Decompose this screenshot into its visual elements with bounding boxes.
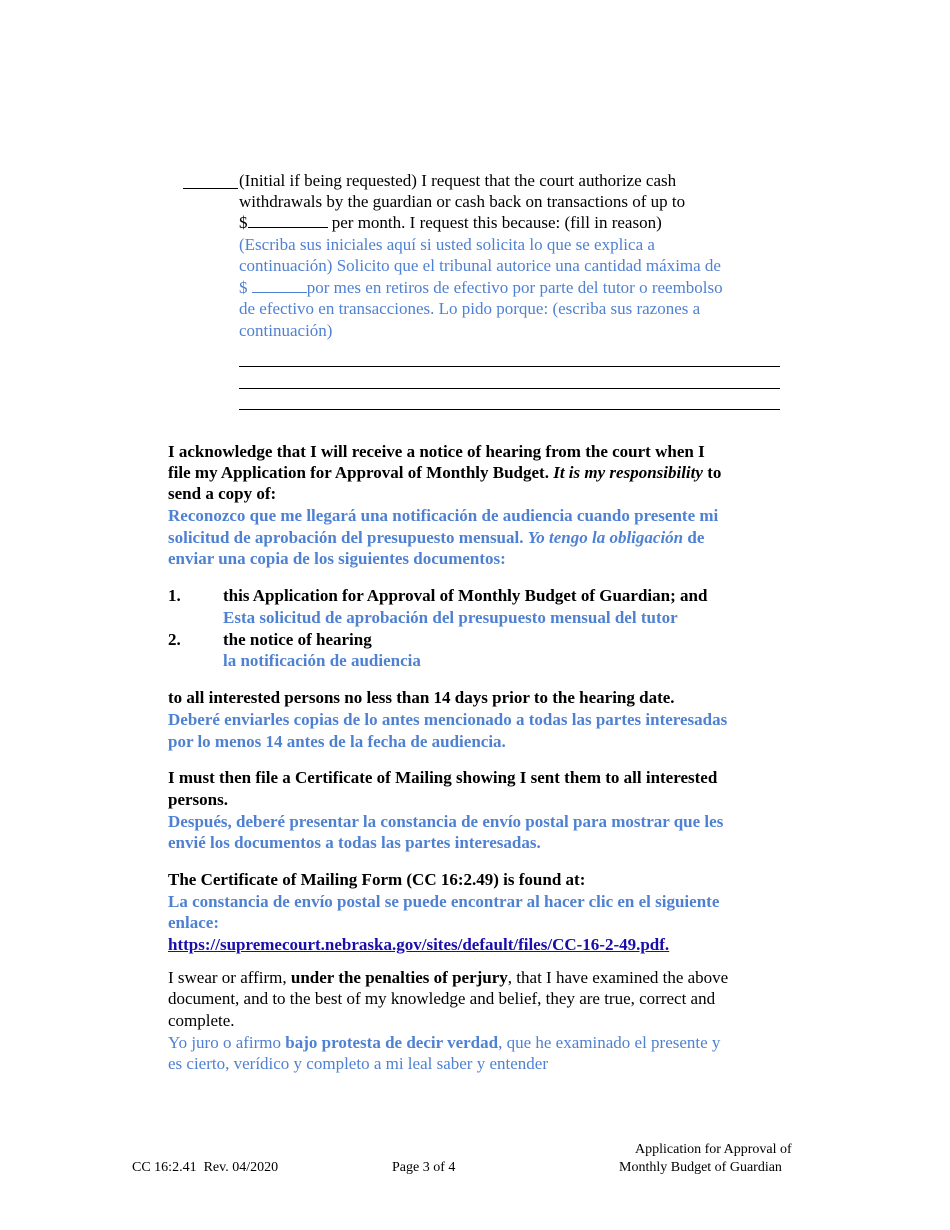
- affirm-en-line3: complete.: [168, 1011, 235, 1030]
- ack-es-line2-a: solicitud de aprobación del presupuesto mensual.: [168, 528, 528, 547]
- reason-line-3[interactable]: [239, 409, 780, 410]
- ack-es-line3: enviar una copia de los siguientes documentos:: [168, 549, 506, 568]
- affirm-en-line2: document, and to the best of my knowledge and belief, they are true, correct and: [168, 989, 716, 1008]
- ack-en-line3: send a copy of:: [168, 484, 277, 503]
- footer-page-number: Page 3 of 4: [392, 1160, 456, 1175]
- interested-es-line2: por lo menos 14 antes de la fecha de audiencia.: [168, 732, 506, 751]
- affirm-es-line2: es cierto, verídico y completo a mi leal saber y entender: [168, 1054, 548, 1073]
- initial-es-line3-rest: por mes en retiros de efectivo por parte del tutor o reembolso: [306, 278, 723, 297]
- ack-en-responsibility: It is my responsibility: [553, 463, 703, 482]
- footer-form-code: CC 16:2.41 Rev. 04/2020: [132, 1160, 279, 1175]
- ack-es-line2: [168, 527, 704, 549]
- footer-title-line2: Monthly Budget of Guardian: [619, 1160, 782, 1175]
- affirm-en-line1-c: , that I have examined the above: [507, 968, 729, 987]
- affirm-en-perjury: under the penalties of perjury: [290, 968, 508, 987]
- affirm-es-line1-a: Yo juro o afirmo: [168, 1033, 286, 1052]
- reason-line-1[interactable]: [239, 366, 780, 367]
- affirm-es-line1-c: , que he examinado el presente y: [498, 1033, 721, 1052]
- list-item-1-en: this Application for Approval of Monthly Budget of Guardian; and: [223, 586, 708, 605]
- initial-blank[interactable]: [183, 188, 238, 189]
- form-link-line: [168, 934, 669, 956]
- initial-en-line3: [239, 212, 662, 234]
- affirm-es-line1: [168, 1032, 720, 1054]
- interested-es-line1: Deberé enviarles copias de lo antes mencionado a todas las partes interesadas: [168, 710, 728, 729]
- list-item-2-es: la notificación de audiencia: [223, 651, 421, 670]
- affirm-en-line1-a: I swear or affirm,: [168, 968, 291, 987]
- initial-es-line3: [239, 277, 723, 299]
- initial-en-line2: withdrawals by the guardian or cash back on transactions of up to: [239, 192, 686, 211]
- initial-es-line2: continuación) Solicito que el tribunal autorice una cantidad máxima de: [239, 256, 721, 275]
- form-location-es-line2: enlace:: [168, 913, 219, 932]
- ack-en-line2: [168, 462, 721, 484]
- initial-es-line4: de efectivo en transacciones. Lo pido porque: (escriba sus razones a: [239, 299, 701, 318]
- list-item-2-en: the notice of hearing: [223, 630, 372, 649]
- ack-es-line1: Reconozco que me llegará una notificación de audiencia cuando presente mi: [168, 506, 719, 525]
- ack-es-obligation: Yo tengo la obligación: [527, 528, 684, 547]
- list-item-2-num: 2.: [168, 630, 181, 649]
- ack-en-line2-c: to: [702, 463, 722, 482]
- form-location-es-line1: La constancia de envío postal se puede encontrar al hacer clic en el siguiente: [168, 892, 720, 911]
- certificate-en-line2: persons.: [168, 790, 228, 809]
- certificate-es-line1: Después, deberé presentar la constancia de envío postal para mostrar que les: [168, 812, 724, 831]
- affirm-es-protesta: bajo protesta de decir verdad: [285, 1033, 499, 1052]
- certificate-en-line1: I must then file a Certificate of Mailing showing I sent them to all interested: [168, 768, 718, 787]
- form-location-en: The Certificate of Mailing Form (CC 16:2.49) is found at:: [168, 870, 586, 889]
- list-item-1-num: 1.: [168, 586, 181, 605]
- initial-en-line1: (Initial if being requested) I request that the court authorize cash: [239, 171, 677, 190]
- footer-title-line1: Application for Approval of: [635, 1142, 792, 1157]
- initial-es-line1: (Escriba sus iniciales aquí si usted solicita lo que se explica a: [239, 235, 655, 254]
- es-dollar-sign: $: [239, 278, 252, 297]
- dollar-sign: $: [239, 213, 248, 232]
- interested-en: to all interested persons no less than 14 days prior to the hearing date.: [168, 688, 675, 707]
- amount-blank[interactable]: [248, 213, 328, 228]
- certificate-form-link[interactable]: https://supremecourt.nebraska.gov/sites/default/files/CC-16-2-49.pdf.: [168, 935, 670, 954]
- reason-line-2[interactable]: [239, 388, 780, 389]
- certificate-es-line2: envié los documentos a todas las partes interesadas.: [168, 833, 541, 852]
- affirm-en-line1: [168, 967, 728, 989]
- initial-en-line3-rest: per month. I request this because: (fill in reason): [327, 213, 662, 232]
- list-item-1-es: Esta solicitud de aprobación del presupuesto mensual del tutor: [223, 608, 678, 627]
- ack-en-line2-a: file my Application for Approval of Monthly Budget.: [168, 463, 554, 482]
- initial-es-line5: continuación): [239, 321, 333, 340]
- ack-en-line1: I acknowledge that I will receive a notice of hearing from the court when I: [168, 442, 705, 461]
- es-amount-blank: [252, 278, 307, 293]
- ack-es-line2-c: de: [683, 528, 705, 547]
